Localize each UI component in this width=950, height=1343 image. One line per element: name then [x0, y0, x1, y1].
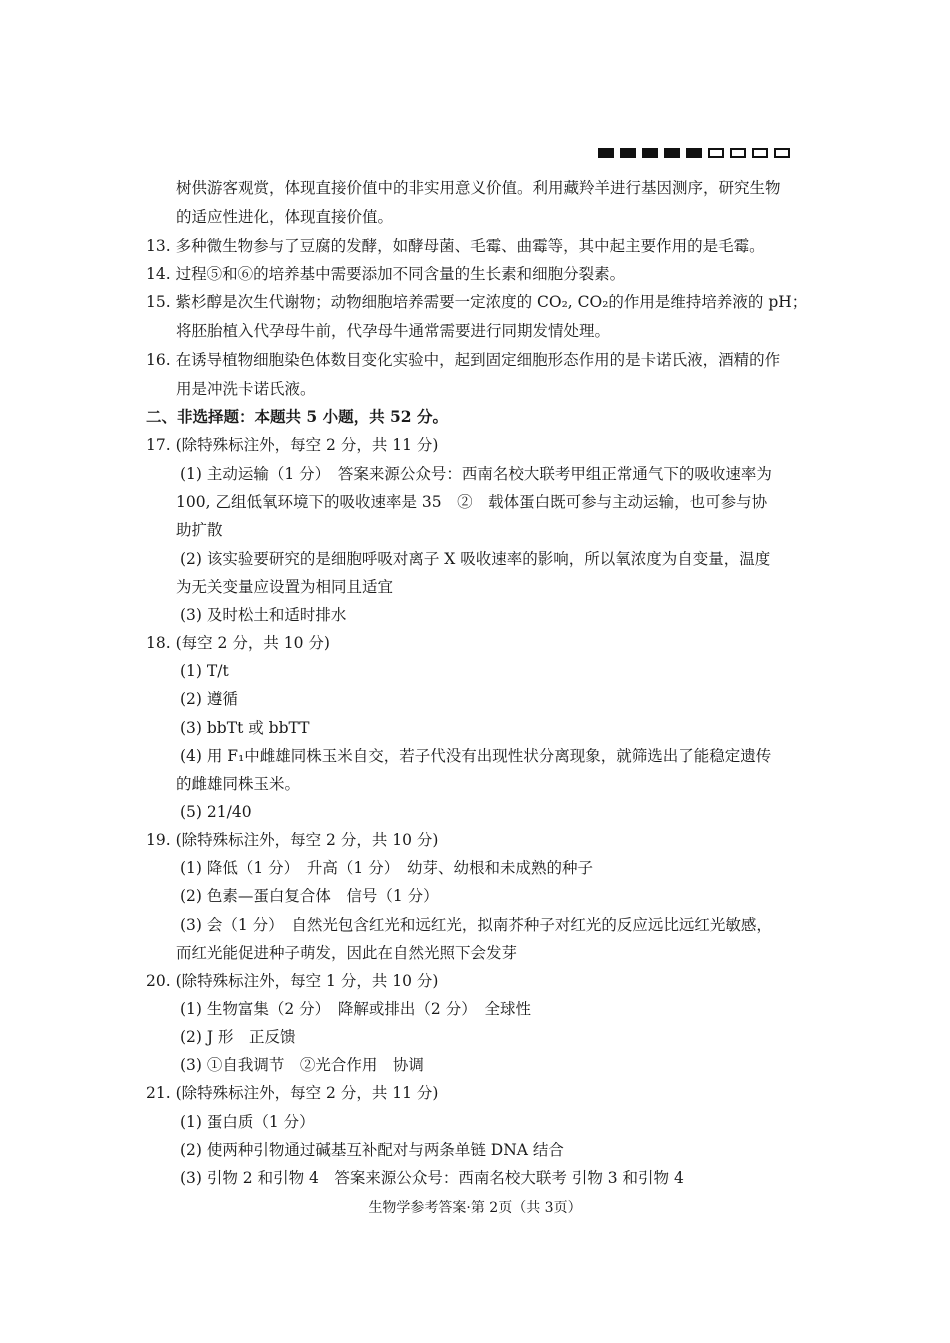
question-13: 13. 多种微生物参与了豆腐的发酵，如酵母菌、毛霉、曲霉等，其中起主要作用的是毛霉。 — [146, 237, 765, 255]
marker-square-hollow — [774, 148, 790, 158]
question-21: 21. (除特殊标注外，每空 2 分，共 11 分) — [146, 1084, 439, 1102]
answer-line: (4) 用 F₁中雌雄同株玉米自交，若子代没有出现性状分离现象，就筛选出了能稳定遗传 — [180, 747, 772, 765]
marker-square-filled — [620, 148, 636, 158]
marker-square-hollow — [730, 148, 746, 158]
answer-line: 助扩散 — [176, 521, 223, 539]
marker-square-filled — [642, 148, 658, 158]
answer-line: 为无关变量应设置为相同且适宜 — [176, 578, 394, 596]
answer-line: (1) T/t — [180, 662, 229, 680]
answer-line: (3) 会（1 分） 自然光包含红光和远红光，拟南芥种子对红光的反应远比远红光敏感， — [180, 916, 772, 934]
marker-square-hollow — [708, 148, 724, 158]
marker-square-filled — [598, 148, 614, 158]
answer-line: (1) 主动运输（1 分） 答案来源公众号：西南名校大联考甲组正常通气下的吸收速率为 — [180, 465, 772, 483]
answer-line: (2) J 形 正反馈 — [180, 1028, 296, 1046]
question-14: 14. 过程⑤和⑥的培养基中需要添加不同含量的生长素和细胞分裂素。 — [146, 265, 626, 283]
marker-square-filled — [664, 148, 680, 158]
question-17: 17. (除特殊标注外，每空 2 分，共 11 分) — [146, 436, 439, 454]
answer-line: 将胚胎植入代孕母牛前，代孕母牛通常需要进行同期发情处理。 — [176, 322, 611, 340]
answer-line: 树供游客观赏，体现直接价值中的非实用意义价值。利用藏羚羊进行基因测序，研究生物 — [176, 179, 781, 197]
marker-square-filled — [686, 148, 702, 158]
answer-line: (3) ①自我调节 ②光合作用 协调 — [180, 1056, 424, 1074]
question-16: 16. 在诱导植物细胞染色体数目变化实验中，起到固定细胞形态作用的是卡诺氏液，酒精的作 — [146, 351, 781, 369]
answer-line: 100, 乙组低氧环境下的吸收速率是 35 ② 载体蛋白既可参与主动运输，也可参与协 — [176, 493, 768, 511]
section-heading: 二、非选择题：本题共 5 小题，共 52 分。 — [146, 407, 448, 426]
answer-line: (2) 遵循 — [180, 690, 238, 708]
question-19: 19. (除特殊标注外，每空 2 分，共 10 分) — [146, 831, 439, 849]
question-15: 15. 紫杉醇是次生代谢物；动物细胞培养需要一定浓度的 CO₂, CO₂的作用是维持培养液的 pH； — [146, 293, 808, 311]
question-20: 20. (除特殊标注外，每空 1 分，共 10 分) — [146, 972, 439, 990]
answer-line: 的适应性进化，体现直接价值。 — [176, 208, 394, 226]
answer-line: (1) 蛋白质（1 分） — [180, 1113, 315, 1131]
answer-line: (3) 引物 2 和引物 4 答案来源公众号：西南名校大联考 引物 3 和引物 4 — [180, 1169, 684, 1187]
page-footer: 生物学参考答案·第 2页（共 3页） — [368, 1200, 582, 1216]
answer-line: 用是冲洗卡诺氏液。 — [176, 380, 316, 398]
answer-line: (1) 降低（1 分） 升高（1 分） 幼芽、幼根和未成熟的种子 — [180, 859, 593, 877]
marker-square-hollow — [752, 148, 768, 158]
page-marker — [598, 148, 790, 158]
answer-line: (2) 该实验要研究的是细胞呼吸对离子 X 吸收速率的影响，所以氧浓度为自变量，温度 — [180, 550, 771, 568]
answer-line: (3) bbTt 或 bbTT — [180, 719, 310, 737]
answer-line: (3) 及时松土和适时排水 — [180, 606, 347, 624]
answer-line: 的雌雄同株玉米。 — [176, 775, 301, 793]
answer-line: (2) 使两种引物通过碱基互补配对与两条单链 DNA 结合 — [180, 1141, 564, 1159]
answer-line: (1) 生物富集（2 分） 降解或排出（2 分） 全球性 — [180, 1000, 531, 1018]
answer-line: (5) 21/40 — [180, 803, 252, 821]
answer-line: 而红光能促进种子萌发，因此在自然光照下会发芽 — [176, 944, 518, 962]
answer-line: (2) 色素—蛋白复合体 信号（1 分） — [180, 887, 439, 905]
question-18: 18. (每空 2 分，共 10 分) — [146, 634, 330, 652]
